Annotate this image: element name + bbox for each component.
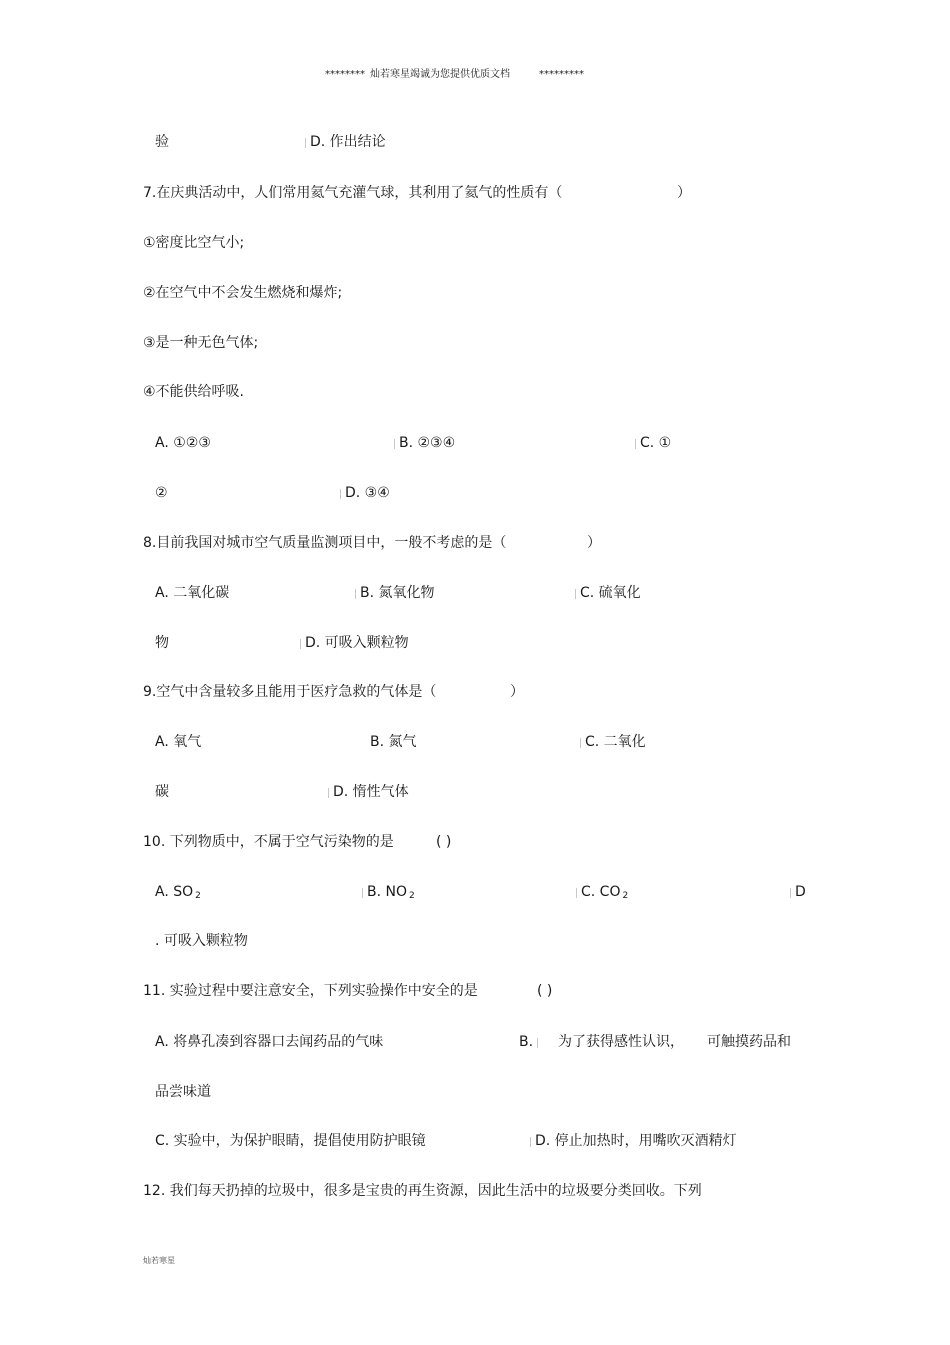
column-marker [328,788,332,798]
q7-item-4: ④不能供给呼吸. [143,384,245,400]
q11-stem: 11. 实验过程中要注意安全，下列实验操作中安全的是 [143,983,478,999]
footer-text: 灿若寒星 [143,1256,175,1265]
q11-option-d: D. 停止加热时，用嘴吹灭酒精灯 [535,1133,737,1149]
column-marker [362,888,366,898]
q7-item-3: ③是一种无色气体; [143,335,259,351]
q12-stem: 12. 我们每天扔掉的垃圾中，很多是宝贵的再生资源，因此生活中的垃圾要分类回收。下列 [143,1183,702,1199]
q7-item-1: ①密度比空气小; [143,235,245,251]
q10-stem: 10. 下列物质中，不属于空气污染物的是 [143,834,394,850]
q7-option-a: A. ①②③ [155,435,211,451]
column-marker [790,888,794,898]
column-marker [580,738,584,748]
q9-option-c-continuation: 碳 [155,784,169,800]
q10-option-d-continuation: . 可吸入颗粒物 [155,933,248,949]
q9-option-d: D. 惰性气体 [333,784,409,800]
column-marker [575,589,579,599]
q6-option-continuation: 验 [155,134,169,150]
column-marker [530,1137,534,1147]
q7-option-c-continuation: ② [155,485,168,501]
q8-option-c: C. 硫氧化 [580,585,641,601]
column-marker [576,888,580,898]
q8-option-b: B. 氮氧化物 [360,585,435,601]
q9-option-c: C. 二氧化 [585,734,646,750]
column-marker [300,639,304,649]
header-title: 灿若寒星竭诚为您提供优质文档 [370,69,510,80]
q11-option-b-label: B. [519,1034,534,1050]
column-marker [635,439,639,449]
header-stars-right: ********* [539,69,584,80]
column-marker [305,138,309,148]
q11-option-a: A. 将鼻孔凑到容器口去闻药品的气味 [155,1034,384,1050]
q8-option-a: A. 二氧化碳 [155,585,230,601]
column-marker [394,439,398,449]
q8-paren-close: ） [587,535,601,551]
q7-paren-close: ） [677,185,691,201]
q6-option-d: D. 作出结论 [310,134,386,150]
q11-option-b-continuation: 品尝味道 [155,1084,211,1100]
q8-option-d: D. 可吸入颗粒物 [305,635,409,651]
q10-option-d: D [795,884,806,900]
q7-option-c: C. ① [640,435,672,451]
column-marker [537,1038,541,1048]
q11-option-b-text: 为了获得感性认识， [558,1034,684,1050]
q7-stem: 7.在庆典活动中，人们常用氦气充灌气球，其利用了氦气的性质有（ [143,185,563,201]
q10-option-c: C. CO $_2$ [581,884,629,901]
q10-option-b: B. NO $_2$ [367,884,415,901]
q11-option-b-text-2: 可触摸药品和 [707,1034,791,1050]
column-marker [355,589,359,599]
q7-option-d: D. ③④ [345,485,390,501]
q11-answer-paren: ( ) [537,983,553,999]
q9-paren-close: ） [510,684,524,700]
q9-option-b: B. 氮气 [370,734,417,750]
q10-option-a: A. SO $_2$ [155,884,201,901]
q9-option-a: A. 氧气 [155,734,202,750]
q8-option-c-continuation: 物 [155,635,169,651]
column-marker [340,489,344,499]
q10-answer-paren: ( ) [436,834,452,850]
q11-option-c: C. 实验中，为保护眼睛，提倡使用防护眼镜 [155,1133,426,1149]
q9-stem: 9.空气中含量较多且能用于医疗急救的气体是（ [143,684,437,700]
header-stars-left: ******** [325,69,365,80]
q8-stem: 8.目前我国对城市空气质量监测项目中，一般不考虑的是（ [143,535,507,551]
q7-option-b: B. ②③④ [399,435,456,451]
q7-item-2: ②在空气中不会发生燃烧和爆炸; [143,285,343,301]
